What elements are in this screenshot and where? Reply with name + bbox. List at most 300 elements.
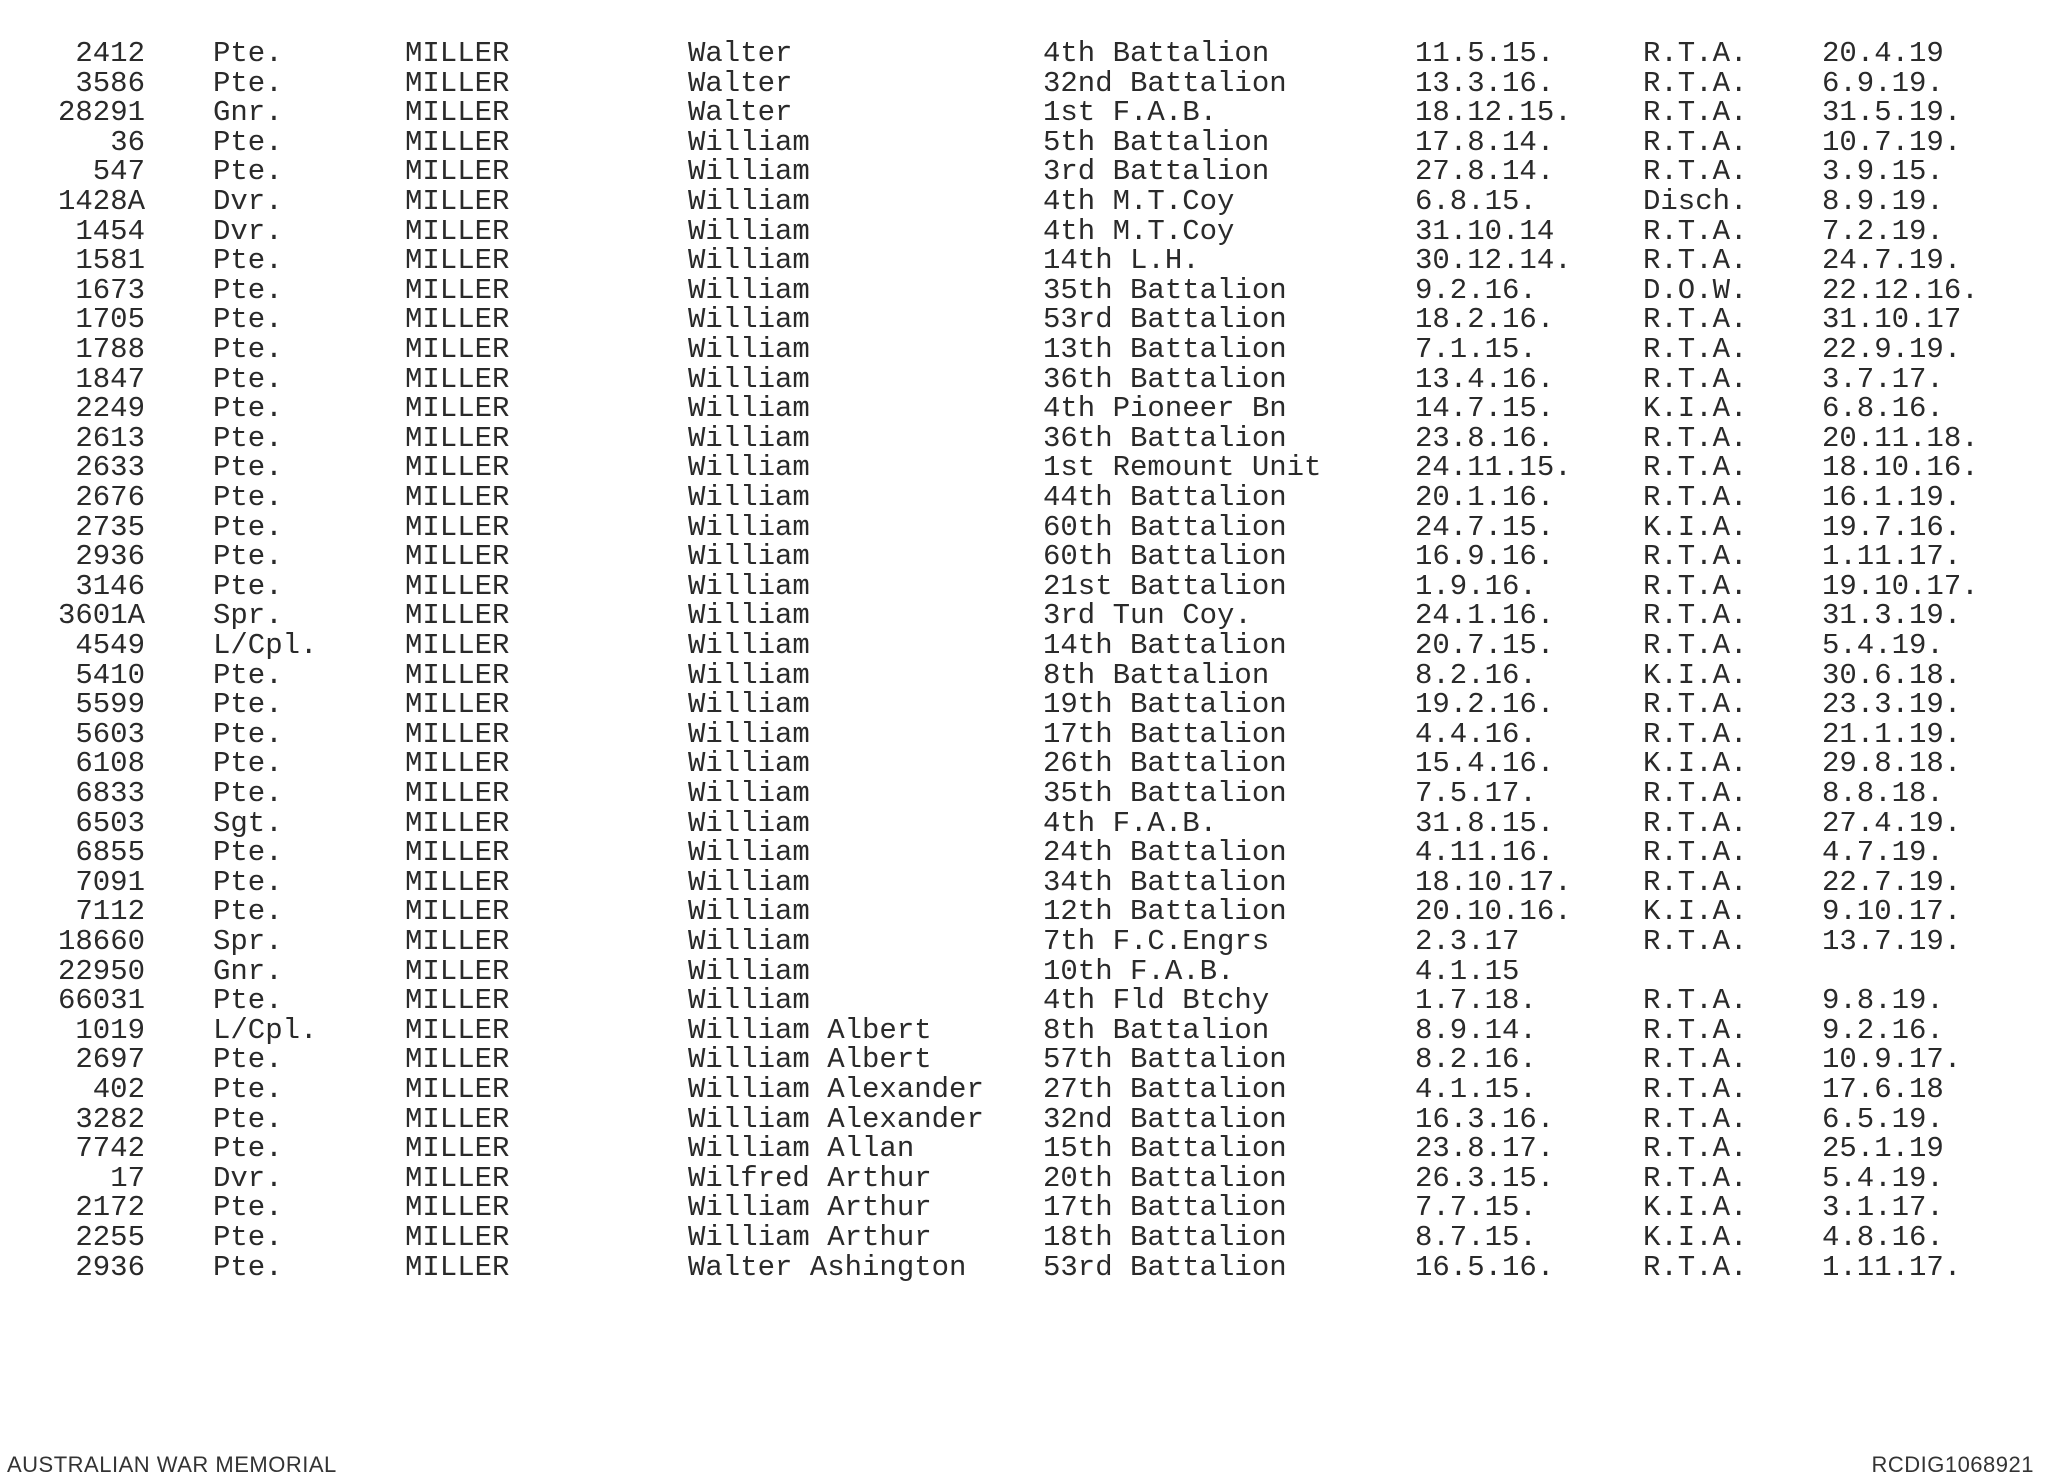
table-row (0, 1193, 2048, 1223)
fate-date: 9.8.19. (1822, 984, 1944, 1018)
given-names: William (688, 185, 810, 218)
service-number: 22950 (57, 954, 145, 988)
fate-date: 9.10.17. (1822, 895, 1962, 929)
enlistment-date: 6.8.15. (1415, 185, 1537, 218)
service-number: 6855 (75, 836, 145, 870)
surname: MILLER (405, 333, 510, 366)
unit: 15th Battalion (1043, 1132, 1287, 1166)
given-names: William (688, 125, 810, 159)
unit: 17th Battalion (1043, 1191, 1287, 1225)
table-row (0, 717, 2048, 751)
table-row (0, 569, 2048, 603)
unit: 13th Battalion (1043, 333, 1287, 366)
fate-date: 13.7.19. (1822, 925, 1962, 958)
service-number: 547 (92, 155, 145, 189)
document-id: RCDIG1068921 (1871, 1452, 2034, 1477)
enlistment-date: 7.7.15. (1415, 1191, 1537, 1225)
rank: Pte. (213, 1132, 283, 1166)
fate-date: 24.7.19. (1822, 244, 1962, 278)
surname: MILLER (405, 96, 510, 130)
service-number: 2412 (75, 37, 145, 70)
rank: Dvr. (213, 214, 283, 248)
fate-date: 8.9.19. (1822, 185, 1944, 218)
unit: 14th Battalion (1043, 629, 1287, 662)
fate-date: 3.7.17. (1822, 362, 1944, 396)
rank: Pte. (213, 1073, 283, 1106)
unit: 57th Battalion (1043, 1043, 1287, 1077)
rank: Pte. (213, 333, 283, 366)
enlistment-date: 1.9.16. (1415, 569, 1537, 603)
fate-date: 22.7.19. (1822, 865, 1962, 899)
rank: Gnr. (213, 96, 283, 130)
surname: MILLER (405, 451, 510, 485)
surname: MILLER (405, 125, 510, 159)
table-row (0, 1013, 2048, 1047)
enlistment-date: 26.3.15. (1415, 1161, 1555, 1195)
surname: MILLER (405, 569, 510, 603)
service-number: 402 (92, 1073, 145, 1106)
fate-date: 31.3.19. (1822, 599, 1962, 633)
given-names: William Alexander (688, 1073, 984, 1106)
unit: 19th Battalion (1043, 688, 1287, 722)
service-number: 7112 (75, 895, 145, 929)
surname: MILLER (405, 244, 510, 278)
surname: MILLER (405, 599, 510, 633)
enlistment-date: 1.7.18. (1415, 984, 1537, 1018)
rank: Gnr. (213, 954, 283, 988)
unit: 53rd Battalion (1043, 303, 1287, 337)
surname: MILLER (405, 836, 510, 870)
given-names: William Allan (688, 1132, 915, 1166)
fate: K.I.A. (1643, 895, 1748, 929)
rank: Pte. (213, 1043, 283, 1077)
enlistment-date: 18.2.16. (1415, 303, 1555, 337)
fate: R.T.A. (1643, 1043, 1748, 1077)
fate: K.I.A. (1643, 392, 1748, 426)
fate: R.T.A. (1643, 599, 1748, 633)
rank: Pte. (213, 273, 283, 307)
service-number: 66031 (57, 984, 145, 1018)
enlistment-date: 20.7.15. (1415, 629, 1555, 662)
given-names: William (688, 303, 810, 337)
given-names: William (688, 481, 810, 514)
enlistment-date: 15.4.16. (1415, 747, 1555, 781)
enlistment-date: 7.5.17. (1415, 777, 1537, 810)
table-row (0, 927, 2048, 957)
unit: 10th F.A.B. (1043, 954, 1235, 988)
surname: MILLER (405, 1161, 510, 1195)
rank: Sgt. (213, 806, 283, 840)
fate-date: 10.9.17. (1822, 1043, 1962, 1077)
fate-date: 1.11.17. (1822, 540, 1962, 574)
rank: Pte. (213, 155, 283, 189)
service-number: 2613 (75, 421, 145, 455)
fate-date: 25.1.19 (1822, 1132, 1944, 1166)
given-names: William Albert (688, 1013, 932, 1047)
table-row (0, 335, 2048, 365)
surname: MILLER (405, 37, 510, 70)
unit: 7th F.C.Engrs (1043, 925, 1270, 958)
service-number: 1019 (75, 1013, 145, 1047)
surname: MILLER (405, 273, 510, 307)
given-names: William (688, 954, 810, 988)
unit: 21st Battalion (1043, 569, 1287, 603)
fate-date: 21.1.19. (1822, 717, 1962, 751)
given-names: William (688, 925, 810, 958)
rank: Pte. (213, 984, 283, 1018)
fate-date: 6.8.16. (1822, 392, 1944, 426)
given-names: William Arthur (688, 1191, 932, 1225)
surname: MILLER (405, 66, 510, 100)
enlistment-date: 31.8.15. (1415, 806, 1555, 840)
table-row (0, 305, 2048, 335)
unit: 4th M.T.Coy (1043, 214, 1235, 248)
given-names: William (688, 895, 810, 929)
unit: 12th Battalion (1043, 895, 1287, 929)
service-number: 7091 (75, 865, 145, 899)
enlistment-date: 24.7.15. (1415, 510, 1555, 544)
unit: 18th Battalion (1043, 1221, 1287, 1254)
fate-date: 19.10.17. (1822, 569, 1979, 603)
service-number: 6108 (75, 747, 145, 781)
table-row (0, 1134, 2048, 1164)
rank: Dvr. (213, 185, 283, 218)
service-number: 1673 (75, 273, 145, 307)
service-number: 4549 (75, 629, 145, 662)
fate: R.T.A. (1643, 540, 1748, 574)
unit: 26th Battalion (1043, 747, 1287, 781)
given-names: William (688, 155, 810, 189)
fate-date: 27.4.19. (1822, 806, 1962, 840)
surname: MILLER (405, 1250, 510, 1284)
table-row (0, 690, 2048, 720)
fate: R.T.A. (1643, 66, 1748, 100)
unit: 8th Battalion (1043, 1013, 1270, 1047)
unit: 35th Battalion (1043, 273, 1287, 307)
enlistment-date: 17.8.14. (1415, 125, 1555, 159)
unit: 17th Battalion (1043, 717, 1287, 751)
rank: Pte. (213, 1221, 283, 1254)
surname: MILLER (405, 481, 510, 514)
given-names: William (688, 362, 810, 396)
unit: 44th Battalion (1043, 481, 1287, 514)
enlistment-date: 13.3.16. (1415, 66, 1555, 100)
fate-date: 6.5.19. (1822, 1102, 1944, 1136)
surname: MILLER (405, 984, 510, 1018)
service-number: 36 (110, 125, 145, 159)
fate: R.T.A. (1643, 1161, 1748, 1195)
fate-date: 17.6.18 (1822, 1073, 1944, 1106)
rank: Pte. (213, 392, 283, 426)
enlistment-date: 20.10.16. (1415, 895, 1572, 929)
fate: R.T.A. (1643, 1073, 1748, 1106)
surname: MILLER (405, 214, 510, 248)
rank: Pte. (213, 1102, 283, 1136)
surname: MILLER (405, 1221, 510, 1254)
unit: 34th Battalion (1043, 865, 1287, 899)
service-number: 6833 (75, 777, 145, 810)
fate: R.T.A. (1643, 362, 1748, 396)
surname: MILLER (405, 392, 510, 426)
service-number: 2633 (75, 451, 145, 485)
surname: MILLER (405, 895, 510, 929)
table-row (0, 1102, 2048, 1136)
fate: R.T.A. (1643, 1132, 1748, 1166)
fate-date: 1.11.17. (1822, 1250, 1962, 1284)
given-names: William (688, 392, 810, 426)
fate-date: 20.11.18. (1822, 421, 1979, 455)
surname: MILLER (405, 1013, 510, 1047)
given-names: William (688, 510, 810, 544)
enlistment-date: 18.10.17. (1415, 865, 1572, 899)
rank: Pte. (213, 777, 283, 810)
table-row (0, 273, 2048, 307)
enlistment-date: 31.10.14 (1415, 214, 1555, 248)
service-number: 2735 (75, 510, 145, 544)
enlistment-date: 19.2.16. (1415, 688, 1555, 722)
rank: L/Cpl. (213, 629, 318, 662)
service-number: 1788 (75, 333, 145, 366)
given-names: Walter (688, 96, 793, 130)
fate: K.I.A. (1643, 658, 1748, 692)
rank: Pte. (213, 37, 283, 70)
unit: 36th Battalion (1043, 362, 1287, 396)
given-names: William (688, 244, 810, 278)
surname: MILLER (405, 717, 510, 751)
table-row (0, 125, 2048, 159)
fate: K.I.A. (1643, 747, 1748, 781)
service-number: 2697 (75, 1043, 145, 1077)
fate-date: 4.8.16. (1822, 1221, 1944, 1254)
table-row (0, 1223, 2048, 1253)
unit: 60th Battalion (1043, 540, 1287, 574)
service-number: 5603 (75, 717, 145, 751)
enlistment-date: 23.8.17. (1415, 1132, 1555, 1166)
given-names: William (688, 865, 810, 899)
unit: 1st F.A.B. (1043, 96, 1218, 130)
table-row (0, 1075, 2048, 1105)
surname: MILLER (405, 629, 510, 662)
fate: R.T.A. (1643, 629, 1748, 662)
surname: MILLER (405, 1102, 510, 1136)
service-number: 5599 (75, 688, 145, 722)
fate-date: 16.1.19. (1822, 481, 1962, 514)
fate-date: 5.4.19. (1822, 629, 1944, 662)
enlistment-date: 24.11.15. (1415, 451, 1572, 485)
rank: Pte. (213, 569, 283, 603)
table-row (0, 362, 2048, 396)
table-row (0, 865, 2048, 899)
service-number: 2172 (75, 1191, 145, 1225)
fate: R.T.A. (1643, 155, 1748, 189)
surname: MILLER (405, 1043, 510, 1077)
surname: MILLER (405, 954, 510, 988)
enlistment-date: 8.9.14. (1415, 1013, 1537, 1047)
fate-date: 23.3.19. (1822, 688, 1962, 722)
unit: 14th L.H. (1043, 244, 1200, 278)
enlistment-date: 8.7.15. (1415, 1221, 1537, 1254)
given-names: William (688, 629, 810, 662)
table-row (0, 421, 2048, 455)
table-row (0, 749, 2048, 779)
unit: 60th Battalion (1043, 510, 1287, 544)
rank: L/Cpl. (213, 1013, 318, 1047)
given-names: Walter (688, 66, 793, 100)
surname: MILLER (405, 155, 510, 189)
given-names: William (688, 658, 810, 692)
fate: R.T.A. (1643, 806, 1748, 840)
fate-date: 22.9.19. (1822, 333, 1962, 366)
fate: R.T.A. (1643, 333, 1748, 366)
fate-date: 8.8.18. (1822, 777, 1944, 810)
enlistment-date: 7.1.15. (1415, 333, 1537, 366)
unit: 20th Battalion (1043, 1161, 1287, 1195)
given-names: William (688, 599, 810, 633)
fate: R.T.A. (1643, 1250, 1748, 1284)
fate-date: 6.9.19. (1822, 66, 1944, 100)
fate-date: 29.8.18. (1822, 747, 1962, 781)
unit: 1st Remount Unit (1043, 451, 1322, 485)
rank: Dvr. (213, 1161, 283, 1195)
unit: 3rd Tun Coy. (1043, 599, 1252, 633)
service-number: 18660 (57, 925, 145, 958)
table-row (0, 98, 2048, 128)
enlistment-date: 23.8.16. (1415, 421, 1555, 455)
given-names: William (688, 777, 810, 810)
rank: Pte. (213, 836, 283, 870)
fate-date: 10.7.19. (1822, 125, 1962, 159)
unit: 4th Pioneer Bn (1043, 392, 1287, 426)
fate: R.T.A. (1643, 451, 1748, 485)
given-names: William (688, 451, 810, 485)
fate: R.T.A. (1643, 37, 1748, 70)
rank: Pte. (213, 451, 283, 485)
surname: MILLER (405, 510, 510, 544)
given-names: William (688, 540, 810, 574)
fate: K.I.A. (1643, 510, 1748, 544)
table-row (0, 1161, 2048, 1195)
fate-date: 3.9.15. (1822, 155, 1944, 189)
unit: 8th Battalion (1043, 658, 1270, 692)
rank: Pte. (213, 362, 283, 396)
table-row (0, 39, 2048, 69)
rank: Pte. (213, 688, 283, 722)
unit: 4th M.T.Coy (1043, 185, 1235, 218)
given-names: William Arthur (688, 1221, 932, 1254)
rank: Pte. (213, 66, 283, 100)
given-names: William (688, 984, 810, 1018)
table-row (0, 838, 2048, 868)
fate: R.T.A. (1643, 244, 1748, 278)
enlistment-date: 8.2.16. (1415, 1043, 1537, 1077)
fate: R.T.A. (1643, 569, 1748, 603)
surname: MILLER (405, 1073, 510, 1106)
unit: 4th Battalion (1043, 37, 1270, 70)
rank: Pte. (213, 481, 283, 514)
fate: R.T.A. (1643, 777, 1748, 810)
service-number: 2676 (75, 481, 145, 514)
table-row (0, 1250, 2048, 1284)
fate: R.T.A. (1643, 688, 1748, 722)
fate: R.T.A. (1643, 717, 1748, 751)
fate: R.T.A. (1643, 836, 1748, 870)
service-number: 3586 (75, 66, 145, 100)
table-row (0, 601, 2048, 631)
unit: 24th Battalion (1043, 836, 1287, 870)
table-row (0, 1045, 2048, 1075)
table-row (0, 542, 2048, 572)
rank: Pte. (213, 747, 283, 781)
surname: MILLER (405, 747, 510, 781)
fate: Disch. (1643, 185, 1748, 218)
given-names: William Alexander (688, 1102, 984, 1136)
rank: Spr. (213, 599, 283, 633)
fate-date: 20.4.19 (1822, 37, 1944, 70)
surname: MILLER (405, 540, 510, 574)
fate-date: 31.5.19. (1822, 96, 1962, 130)
fate-date: 4.7.19. (1822, 836, 1944, 870)
table-row (0, 394, 2048, 424)
given-names: William (688, 421, 810, 455)
rank: Pte. (213, 658, 283, 692)
enlistment-date: 30.12.14. (1415, 244, 1572, 278)
given-names: William (688, 569, 810, 603)
unit: 5th Battalion (1043, 125, 1270, 159)
surname: MILLER (405, 806, 510, 840)
service-number: 2249 (75, 392, 145, 426)
unit: 36th Battalion (1043, 421, 1287, 455)
given-names: William (688, 688, 810, 722)
surname: MILLER (405, 362, 510, 396)
enlistment-date: 2.3.17 (1415, 925, 1520, 958)
fate: R.T.A. (1643, 1013, 1748, 1047)
table-row (0, 246, 2048, 276)
service-number: 5410 (75, 658, 145, 692)
fate-date: 31.10.17 (1822, 303, 1962, 337)
fate-date: 7.2.19. (1822, 214, 1944, 248)
fate-date: 18.10.16. (1822, 451, 1979, 485)
surname: MILLER (405, 303, 510, 337)
rank: Pte. (213, 303, 283, 337)
unit: 4th Fld Btchy (1043, 984, 1270, 1018)
fate: R.T.A. (1643, 1102, 1748, 1136)
rank: Pte. (213, 895, 283, 929)
fate: K.I.A. (1643, 1191, 1748, 1225)
unit: 3rd Battalion (1043, 155, 1270, 189)
rank: Pte. (213, 125, 283, 159)
service-number: 1428A (57, 185, 145, 218)
fate-date: 5.4.19. (1822, 1161, 1944, 1195)
service-number: 1454 (75, 214, 145, 248)
table-row (0, 214, 2048, 248)
fate: K.I.A. (1643, 1221, 1748, 1254)
service-number: 2936 (75, 1250, 145, 1284)
service-number: 1847 (75, 362, 145, 396)
rank: Pte. (213, 1191, 283, 1225)
given-names: William Albert (688, 1043, 932, 1077)
given-names: William (688, 836, 810, 870)
fate-date: 19.7.16. (1822, 510, 1962, 544)
table-row (0, 954, 2048, 988)
service-number: 2936 (75, 540, 145, 574)
service-number: 3146 (75, 569, 145, 603)
fate: R.T.A. (1643, 125, 1748, 159)
fate: D.O.W. (1643, 273, 1748, 307)
given-names: Walter (688, 37, 793, 70)
table-row (0, 510, 2048, 544)
surname: MILLER (405, 658, 510, 692)
service-number: 17 (110, 1161, 145, 1195)
